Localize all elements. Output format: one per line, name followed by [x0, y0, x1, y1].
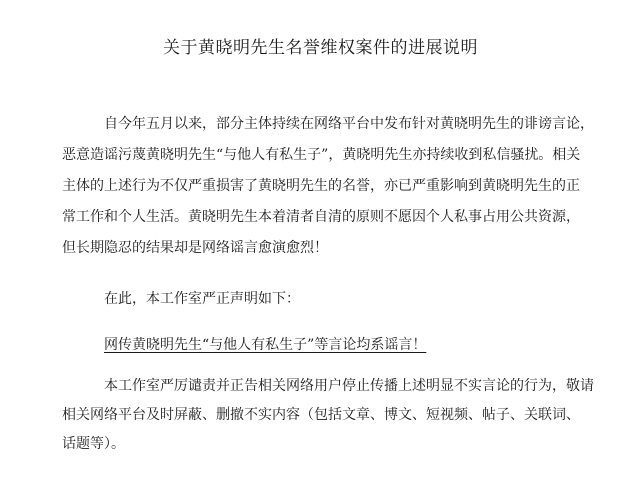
text-line: 主体的上述行为不仅严重损害了黄晓明先生的名誉，亦已严重影响到黄晓明先生的正 [62, 178, 580, 194]
document-title: 关于黄晓明先生名誉维权案件的进展说明 [163, 38, 478, 58]
text-line: 话题等）。 [62, 436, 125, 452]
text-line: 但长期隐忍的结果却是网络谣言愈演愈烈！ [62, 240, 328, 256]
text-line: 本工作室严厉谴责并正告相关网络用户停止传播上述明显不实言论的行为，敬请 [104, 378, 594, 394]
paragraph-declaration: 在此，本工作室严正声明如下： [104, 291, 300, 307]
text-line: 相关网络平台及时屏蔽、删撤不实内容（包括文章、博文、短视频、帖子、关联词、 [62, 407, 580, 423]
underlined-statement: 网传黄晓明先生“与他人有私生子”等言论均系谣言！ [104, 337, 427, 353]
text-line: 自今年五月以来，部分主体持续在网络平台中发布针对黄晓明先生的诽谤言论， [104, 116, 594, 132]
text-line: 常工作和个人生活。黄晓明先生本着清者自清的原则不愿因个人私事占用公共资源， [62, 209, 580, 225]
text-line: 恶意造谣污蔑黄晓明先生“与他人有私生子”，黄晓明先生亦持续收到私信骚扰。相关 [62, 147, 581, 163]
